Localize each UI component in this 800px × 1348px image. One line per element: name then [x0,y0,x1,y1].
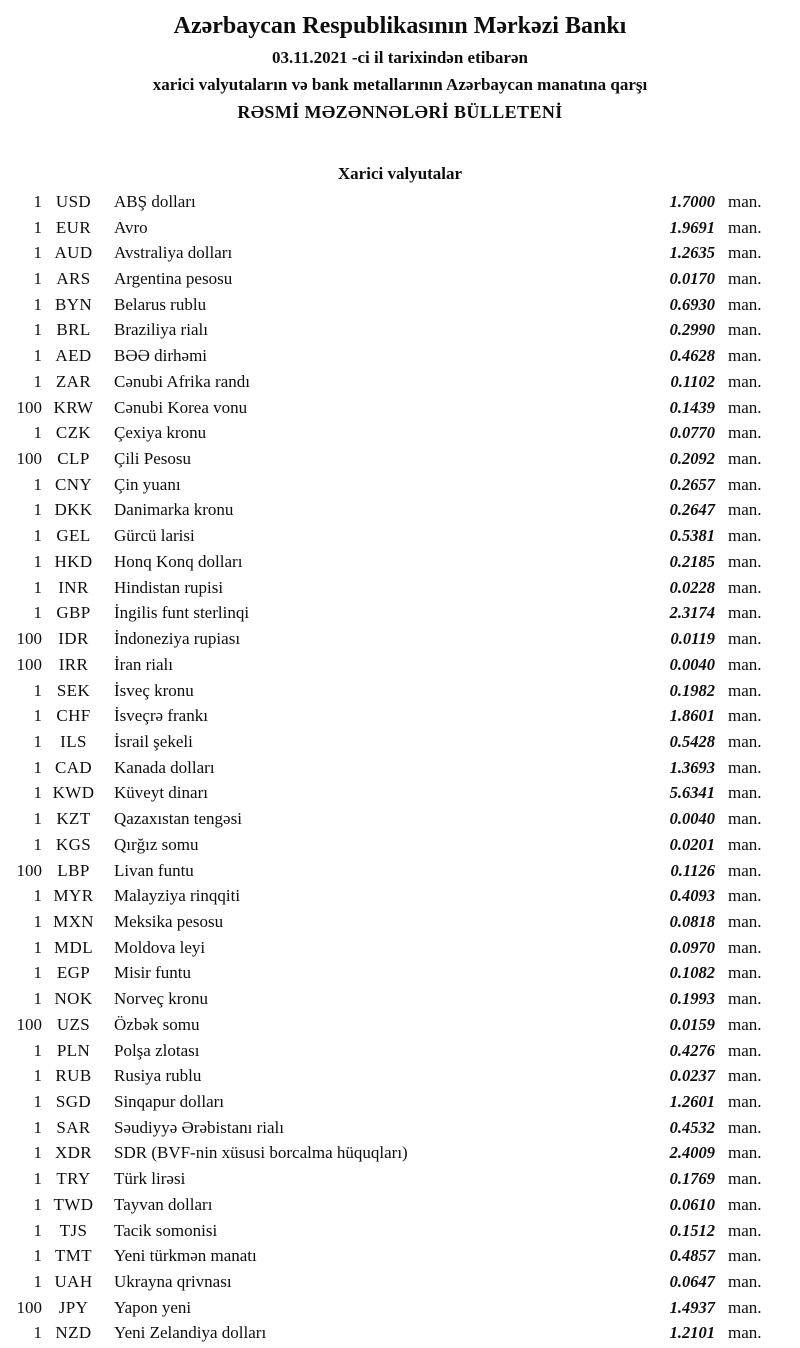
currency-row [0,549,772,575]
currency-unit: man. [728,294,762,314]
currency-quantity: 1 [33,294,42,314]
currency-code: CZK [55,423,92,443]
currency-row [0,626,772,652]
currency-unit: man. [728,1246,762,1266]
currency-unit: man. [728,500,762,520]
currency-code: DKK [54,500,93,520]
currency-rate: 0.0040 [669,809,715,829]
currency-rate: 1.2101 [669,1323,715,1343]
currency-unit: man. [728,834,762,854]
currency-rate: 0.4857 [669,1246,715,1266]
currency-code: EGP [56,963,91,983]
currency-code: CHF [56,706,91,726]
currency-name: Livan funtu [114,860,194,880]
currency-code: TJS [59,1220,88,1240]
currency-unit: man. [728,474,762,494]
currency-row [0,883,772,909]
currency-quantity: 100 [16,860,42,880]
currency-quantity: 1 [33,1220,42,1240]
currency-name: Honq Konq dolları [114,551,243,571]
currency-unit: man. [728,191,762,211]
currency-name: İsveçrə frankı [114,706,208,726]
currency-code: IRR [58,654,89,674]
currency-name: Küveyt dinarı [114,783,208,803]
currency-rate: 0.1082 [669,963,715,983]
currency-row [0,832,772,858]
currency-quantity: 100 [16,1014,42,1034]
currency-rate: 1.8601 [669,706,715,726]
currency-code: TRY [56,1169,91,1189]
currency-name: Hindistan rupisi [114,577,224,597]
currency-rate: 0.2647 [669,500,715,520]
currency-quantity: 1 [33,526,42,546]
currency-row [0,935,772,961]
currency-row [0,1269,772,1295]
currency-unit: man. [728,243,762,263]
currency-row [0,729,772,755]
currency-quantity: 100 [16,1297,42,1317]
currency-name: Səudiyyə Ərəbistanı rialı [114,1117,284,1137]
currency-quantity: 1 [33,243,42,263]
currency-quantity: 1 [33,937,42,957]
currency-name: Belarus rublu [114,294,207,314]
currency-quantity: 1 [33,809,42,829]
currency-quantity: 1 [33,191,42,211]
currency-row [0,986,772,1012]
currency-name: Qazaxıstan tengəsi [114,809,242,829]
currency-rate: 0.1769 [669,1169,715,1189]
currency-rate: 0.2185 [669,551,715,571]
currency-name: Gürcü larisi [114,526,195,546]
currency-code: INR [58,577,89,597]
currency-code: PLN [56,1040,91,1060]
currency-unit: man. [728,449,762,469]
currency-unit: man. [728,989,762,1009]
currency-name: Meksika pesosu [114,911,224,931]
currency-row [0,1166,772,1192]
currency-quantity: 1 [33,474,42,494]
currency-quantity: 1 [33,1169,42,1189]
currency-quantity: 100 [16,629,42,649]
currency-row [0,318,772,344]
currency-rate: 0.0237 [669,1066,715,1086]
currency-rate: 1.2601 [669,1092,715,1112]
currency-row [0,652,772,678]
currency-quantity: 1 [33,886,42,906]
currency-code: SEK [56,680,91,700]
scope-line: xarici valyutaların və bank metallarının Azərbaycan manatına qarşı [152,75,648,94]
currency-quantity: 1 [33,1066,42,1086]
currency-quantity: 1 [33,500,42,520]
currency-unit: man. [728,680,762,700]
currency-unit: man. [728,320,762,340]
currency-row [0,420,772,446]
currency-unit: man. [728,937,762,957]
currency-code: TMT [54,1246,93,1266]
currency-code: NZD [55,1323,92,1343]
currency-code: IDR [58,629,89,649]
currency-rate: 0.0970 [669,937,715,957]
currency-rate: 0.0119 [670,629,715,649]
currency-row [0,240,772,266]
currency-unit: man. [728,526,762,546]
currency-name: SDR (BVF-nin xüsusi borcalma hüquqları) [114,1143,408,1163]
currency-unit: man. [728,1323,762,1343]
currency-unit: man. [728,654,762,674]
currency-row [0,1089,772,1115]
currency-unit: man. [728,783,762,803]
currency-name: Çili Pesosu [114,449,191,469]
bank-title: Azərbaycan Respublikasının Mərkəzi Bankı [173,13,627,39]
currency-row [0,446,772,472]
currency-quantity: 1 [33,680,42,700]
currency-code: CNY [54,474,93,494]
currency-code: EUR [55,217,92,237]
currency-name: Danimarka kronu [114,500,234,520]
currency-name: Braziliya rialı [114,320,208,340]
currency-row [0,961,772,987]
currency-name: İngilis funt sterlinqi [114,603,250,623]
currency-unit: man. [728,1092,762,1112]
currency-quantity: 1 [33,346,42,366]
currency-row [0,498,772,524]
currency-rate: 0.2990 [669,320,715,340]
currency-unit: man. [728,1040,762,1060]
currency-quantity: 1 [33,1040,42,1060]
currency-code: KGS [55,834,92,854]
currency-code: RUB [55,1066,92,1086]
currency-row [0,266,772,292]
currency-row [0,369,772,395]
currency-rate: 1.4937 [669,1297,715,1317]
currency-name: Kanada dolları [114,757,215,777]
currency-quantity: 1 [33,551,42,571]
currency-row [0,601,772,627]
currency-rate: 0.4276 [669,1040,715,1060]
currency-rate: 0.4093 [669,886,715,906]
currency-name: Avro [114,217,148,237]
currency-row [0,575,772,601]
currency-rate: 1.2635 [669,243,715,263]
currency-rate: 0.0647 [669,1272,715,1292]
currency-name: İran rialı [114,654,173,674]
currency-code: ILS [60,731,87,751]
currency-unit: man. [728,423,762,443]
currency-row [0,1295,772,1321]
currency-unit: man. [728,911,762,931]
currency-code: MXN [53,911,94,931]
rates-table [0,189,800,1346]
currency-rate: 0.0770 [669,423,715,443]
currency-quantity: 1 [33,577,42,597]
currency-code: HKD [54,551,93,571]
currency-quantity: 1 [33,1272,42,1292]
currency-rate: 0.6930 [669,294,715,314]
currency-rate: 1.9691 [669,217,715,237]
currency-row [0,1063,772,1089]
currency-unit: man. [728,1143,762,1163]
currency-unit: man. [728,809,762,829]
currency-code: CLP [57,449,90,469]
currency-rate: 1.3693 [669,757,715,777]
currency-quantity: 1 [33,423,42,443]
currency-rate: 0.0818 [669,911,715,931]
currency-row [0,1243,772,1269]
currency-name: Moldova leyi [114,937,206,957]
currency-rate: 2.3174 [669,603,715,623]
currency-code: AUD [54,243,93,263]
currency-row [0,523,772,549]
currency-rate: 0.0170 [669,269,715,289]
currency-unit: man. [728,706,762,726]
currency-quantity: 100 [16,449,42,469]
currency-rate: 0.1512 [669,1220,715,1240]
currency-code: AED [55,346,92,366]
currency-row [0,1141,772,1167]
currency-quantity: 1 [33,371,42,391]
currency-row [0,1012,772,1038]
currency-row [0,1115,772,1141]
currency-quantity: 1 [33,603,42,623]
currency-row [0,858,772,884]
currency-quantity: 1 [33,1143,42,1163]
currency-code: USD [55,191,92,211]
currency-unit: man. [728,397,762,417]
currency-rate: 0.0610 [669,1194,715,1214]
currency-quantity: 100 [16,654,42,674]
currency-row [0,1192,772,1218]
currency-unit: man. [728,551,762,571]
currency-rate: 0.1126 [670,860,715,880]
currency-name: Yapon yeni [114,1297,192,1317]
currency-unit: man. [728,269,762,289]
currency-unit: man. [728,1272,762,1292]
currency-unit: man. [728,1066,762,1086]
currency-rate: 0.5428 [669,731,715,751]
currency-code: BYN [54,294,93,314]
currency-unit: man. [728,577,762,597]
currency-code: MYR [53,886,94,906]
currency-rate: 0.5381 [669,526,715,546]
currency-unit: man. [728,1014,762,1034]
currency-rate: 0.2657 [669,474,715,494]
currency-quantity: 1 [33,834,42,854]
currency-row [0,343,772,369]
currency-name: Tayvan dolları [114,1194,213,1214]
currency-name: Norveç kronu [114,989,208,1009]
currency-quantity: 1 [33,1194,42,1214]
currency-code: GBP [56,603,91,623]
currency-code: ARS [56,269,91,289]
currency-unit: man. [728,217,762,237]
currency-code: KRW [53,397,94,417]
currency-unit: man. [728,963,762,983]
currency-code: KWD [52,783,95,803]
effective-date-line: 03.11.2021 -ci il tarixindən etibarən [272,48,528,67]
currency-rate: 0.0201 [669,834,715,854]
currency-code: LBP [57,860,90,880]
currency-rate: 0.1439 [669,397,715,417]
currency-rate: 0.0228 [669,577,715,597]
currency-code: CAD [54,757,93,777]
currency-name: Özbək somu [114,1014,200,1034]
currency-unit: man. [728,1117,762,1137]
currency-name: BƏƏ dirhəmi [114,346,208,366]
section-title: Xarici valyutalar [337,164,463,183]
currency-row [0,189,772,215]
currency-name: Qırğız somu [114,834,199,854]
currency-name: Argentina pesosu [114,269,233,289]
currency-name: Tacik somonisi [114,1220,218,1240]
currency-rate: 0.4532 [669,1117,715,1137]
currency-name: Sinqapur dolları [114,1092,225,1112]
currency-rate: 0.4628 [669,346,715,366]
currency-code: MDL [54,937,93,957]
currency-name: Avstraliya dolları [114,243,233,263]
currency-code: ZAR [55,371,92,391]
currency-row [0,781,772,807]
currency-name: Cənubi Afrika randı [114,371,250,391]
currency-row [0,1218,772,1244]
currency-row [0,215,772,241]
currency-quantity: 1 [33,911,42,931]
currency-quantity: 1 [33,217,42,237]
currency-rate: 1.7000 [669,191,715,211]
currency-code: TWD [53,1194,94,1214]
currency-name: ABŞ dolları [114,191,196,211]
currency-name: Yeni Zelandiya dolları [114,1323,267,1343]
currency-rate: 2.4009 [669,1143,715,1163]
currency-rate: 5.6341 [669,783,715,803]
currency-quantity: 1 [33,963,42,983]
currency-row [0,1038,772,1064]
currency-unit: man. [728,603,762,623]
currency-row [0,755,772,781]
currency-code: GEL [56,526,91,546]
currency-name: Rusiya rublu [114,1066,202,1086]
currency-quantity: 1 [33,706,42,726]
currency-name: İsrail şekeli [114,731,193,751]
currency-rate: 0.1102 [670,371,715,391]
currency-unit: man. [728,629,762,649]
currency-quantity: 1 [33,1117,42,1137]
currency-unit: man. [728,1169,762,1189]
currency-quantity: 100 [16,397,42,417]
currency-rate: 0.2092 [669,449,715,469]
currency-unit: man. [728,731,762,751]
bulletin-title: RƏSMİ MƏZƏNNƏLƏRİ BÜLLETENİ [237,102,563,122]
currency-quantity: 1 [33,320,42,340]
currency-rate: 0.0159 [669,1014,715,1034]
currency-row [0,678,772,704]
currency-code: UZS [56,1014,91,1034]
currency-unit: man. [728,757,762,777]
currency-quantity: 1 [33,1246,42,1266]
currency-row [0,395,772,421]
currency-row [0,1321,772,1347]
currency-name: Polşa zlotası [114,1040,200,1060]
currency-row [0,806,772,832]
currency-quantity: 1 [33,1092,42,1112]
currency-quantity: 1 [33,731,42,751]
currency-code: JPY [58,1297,89,1317]
currency-code: SAR [56,1117,91,1137]
currency-code: KZT [56,809,91,829]
currency-unit: man. [728,860,762,880]
currency-unit: man. [728,346,762,366]
currency-name: Türk lirəsi [114,1169,186,1189]
currency-quantity: 1 [33,783,42,803]
currency-row [0,472,772,498]
currency-rate: 0.1993 [669,989,715,1009]
currency-quantity: 1 [33,757,42,777]
currency-row [0,909,772,935]
currency-code: XDR [54,1143,93,1163]
currency-name: Malayziya rinqqiti [114,886,241,906]
currency-unit: man. [728,1194,762,1214]
currency-name: İsveç kronu [114,680,194,700]
currency-unit: man. [728,886,762,906]
currency-code: BRL [56,320,91,340]
currency-name: Yeni türkmən manatı [114,1246,257,1266]
currency-name: Çexiya kronu [114,423,207,443]
currency-name: Cənubi Korea vonu [114,397,248,417]
currency-quantity: 1 [33,1323,42,1343]
currency-row [0,703,772,729]
currency-quantity: 1 [33,989,42,1009]
currency-unit: man. [728,1297,762,1317]
currency-rate: 0.0040 [669,654,715,674]
currency-name: Misir funtu [114,963,191,983]
currency-code: UAH [54,1272,93,1292]
currency-name: İndoneziya rupiası [114,629,241,649]
currency-name: Ukrayna qrivnası [114,1272,232,1292]
currency-unit: man. [728,371,762,391]
currency-name: Çin yuanı [114,474,181,494]
currency-code: NOK [54,989,93,1009]
currency-row [0,292,772,318]
currency-code: SGD [55,1092,92,1112]
bulletin-header [0,0,800,123]
currency-rate: 0.1982 [669,680,715,700]
currency-quantity: 1 [33,269,42,289]
currency-unit: man. [728,1220,762,1240]
